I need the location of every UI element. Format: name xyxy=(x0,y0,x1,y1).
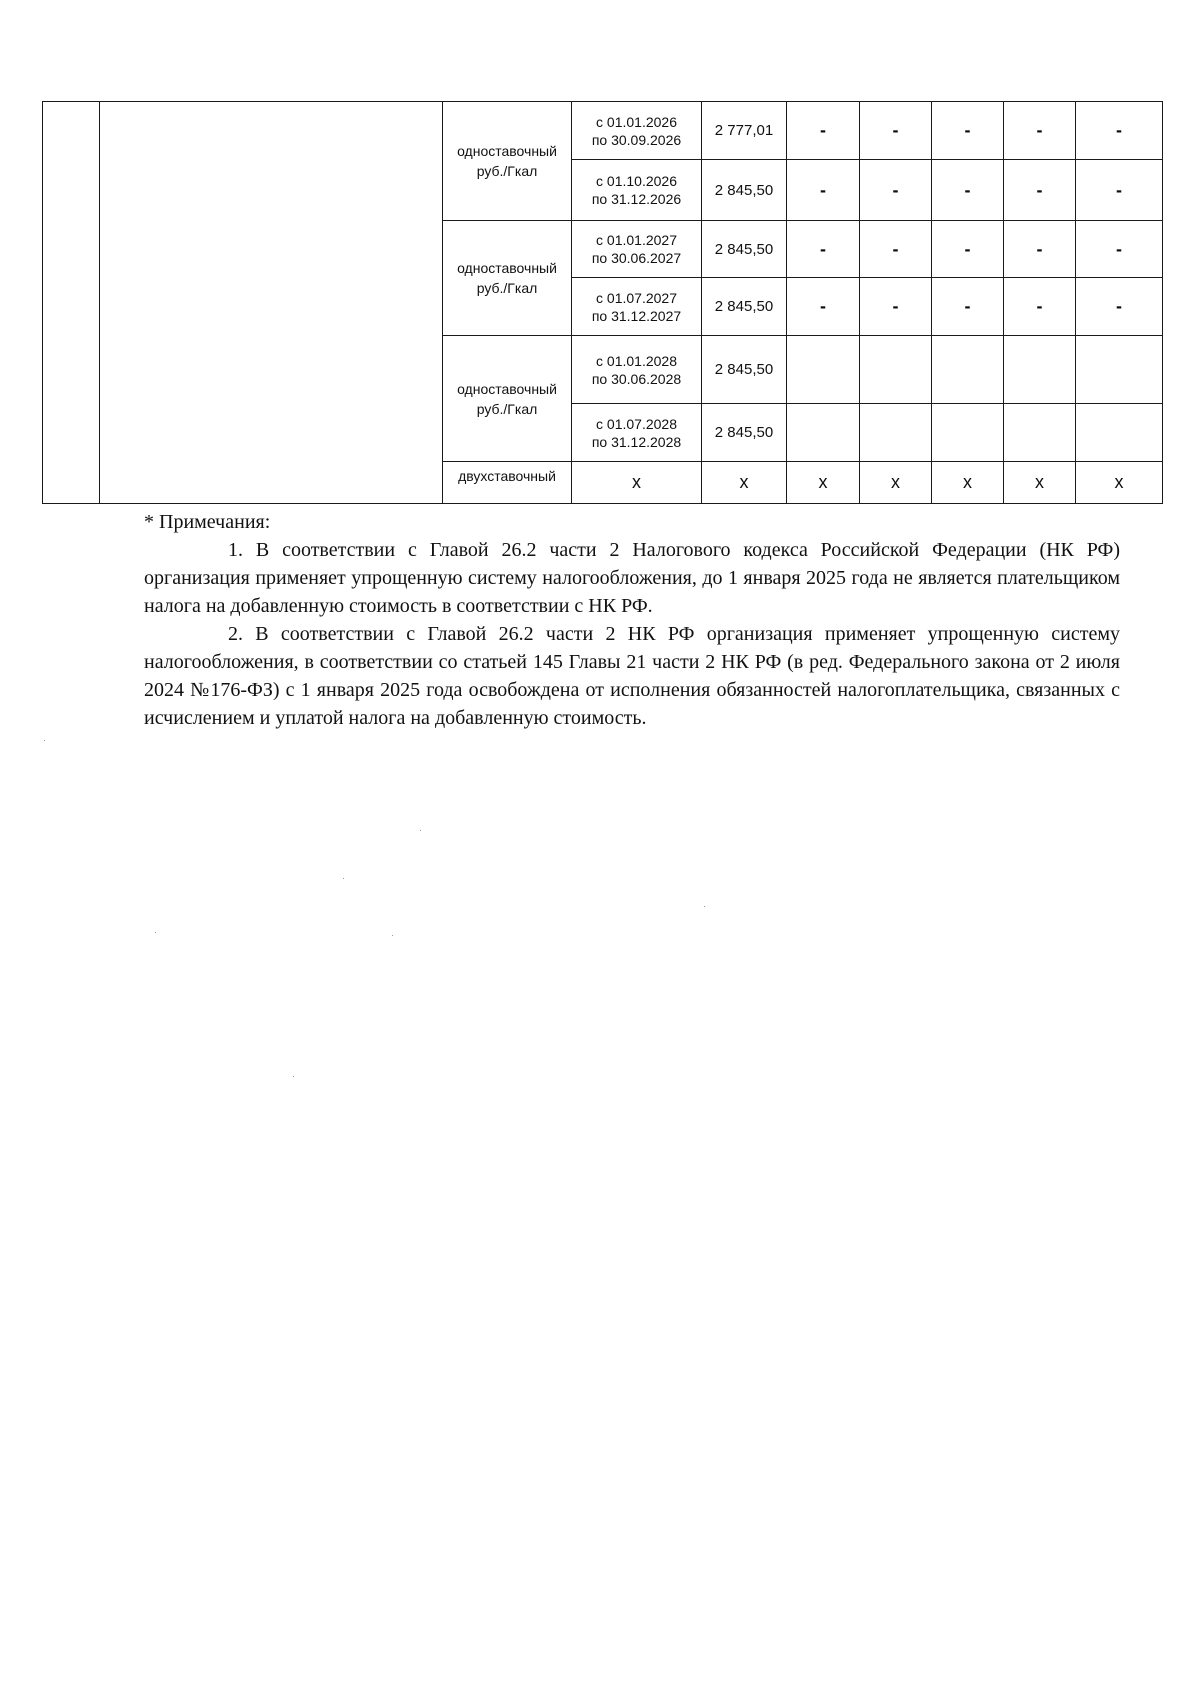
data-cell xyxy=(787,336,860,404)
data-cell xyxy=(932,404,1004,462)
data-cell: - xyxy=(1076,102,1163,160)
data-cell xyxy=(932,336,1004,404)
data-cell: - xyxy=(1004,102,1076,160)
scan-speck xyxy=(420,830,421,831)
notes-heading: * Примечания: xyxy=(144,511,271,533)
tariff-type-cell: одноставочный руб./Гкал xyxy=(443,102,572,221)
data-cell: х xyxy=(787,462,860,504)
table-row xyxy=(43,102,1163,160)
scan-speck xyxy=(155,932,156,933)
data-cell xyxy=(1004,404,1076,462)
data-cell: - xyxy=(1076,278,1163,336)
period-cell: с 01.10.2026 по 31.12.2026 xyxy=(572,160,702,221)
data-cell: х xyxy=(860,462,932,504)
data-cell: - xyxy=(1004,278,1076,336)
data-cell: - xyxy=(860,221,932,278)
data-cell xyxy=(860,404,932,462)
data-cell: х xyxy=(932,462,1004,504)
number-cell xyxy=(43,102,100,504)
period-cell: с 01.07.2027 по 31.12.2027 xyxy=(572,278,702,336)
data-cell: - xyxy=(860,160,932,221)
data-cell: - xyxy=(787,278,860,336)
tariff-value-cell: 2 845,50 xyxy=(702,221,787,278)
note-item: 1. В соответствии с Главой 26.2 части 2 Налогового кодекса Российской Федерации (НК РФ) организация применяет упрощенную систему налогообложения, до 1 января 2025 года не является плательщиком налога на добавленную стоимость в соответствии с НК РФ. xyxy=(144,539,1120,617)
data-cell: - xyxy=(787,160,860,221)
organization-cell xyxy=(100,102,443,504)
data-cell: - xyxy=(932,221,1004,278)
data-cell: - xyxy=(1004,160,1076,221)
tariff-value-cell: 2 845,50 xyxy=(702,278,787,336)
data-cell xyxy=(787,404,860,462)
period-cell: с 01.01.2027 по 30.06.2027 xyxy=(572,221,702,278)
data-cell: - xyxy=(1004,221,1076,278)
tariff-type-cell: одноставочный руб./Гкал xyxy=(443,336,572,462)
tariff-type-cell: одноставочный руб./Гкал xyxy=(443,221,572,336)
data-cell: - xyxy=(932,278,1004,336)
data-cell: - xyxy=(860,102,932,160)
data-cell: - xyxy=(932,160,1004,221)
scan-speck xyxy=(44,740,45,741)
data-cell: х xyxy=(702,462,787,504)
period-cell: с 01.07.2028 по 31.12.2028 xyxy=(572,404,702,462)
period-cell: с 01.01.2028 по 30.06.2028 xyxy=(572,336,702,404)
data-cell: - xyxy=(1076,160,1163,221)
data-cell: - xyxy=(1076,221,1163,278)
scan-speck xyxy=(343,878,344,879)
notes-section xyxy=(144,508,1120,732)
data-cell: х xyxy=(572,462,702,504)
tariff-value-cell: 2 777,01 xyxy=(702,102,787,160)
data-cell xyxy=(1004,336,1076,404)
data-cell xyxy=(1076,404,1163,462)
data-cell: - xyxy=(787,102,860,160)
data-cell: - xyxy=(932,102,1004,160)
scan-speck xyxy=(392,935,393,936)
data-cell: - xyxy=(860,278,932,336)
scan-speck xyxy=(704,906,705,907)
scan-speck xyxy=(293,1076,294,1077)
tariff-type-cell: двухставочный xyxy=(443,462,572,504)
note-item: 2. В соответствии с Главой 26.2 части 2 НК РФ организация применяет упрощенную систему налогообложения, в соответствии со статьей 145 Главы 21 части 2 НК РФ (в ред. Федерального закона от 2 июля 2024 №176-ФЗ) с 1 января 2025 года освобождена от исполнения обязанностей налогоплательщика, связанных с исчислением и уплатой налога на добавленную стоимость. xyxy=(144,623,1120,729)
data-cell: х xyxy=(1076,462,1163,504)
tariff-value-cell: 2 845,50 xyxy=(702,404,787,462)
tariff-value-cell: 2 845,50 xyxy=(702,160,787,221)
data-cell xyxy=(860,336,932,404)
data-cell: х xyxy=(1004,462,1076,504)
data-cell: - xyxy=(787,221,860,278)
data-cell xyxy=(1076,336,1163,404)
period-cell: с 01.01.2026 по 30.09.2026 xyxy=(572,102,702,160)
tariff-table xyxy=(42,101,1163,504)
tariff-value-cell: 2 845,50 xyxy=(702,336,787,404)
